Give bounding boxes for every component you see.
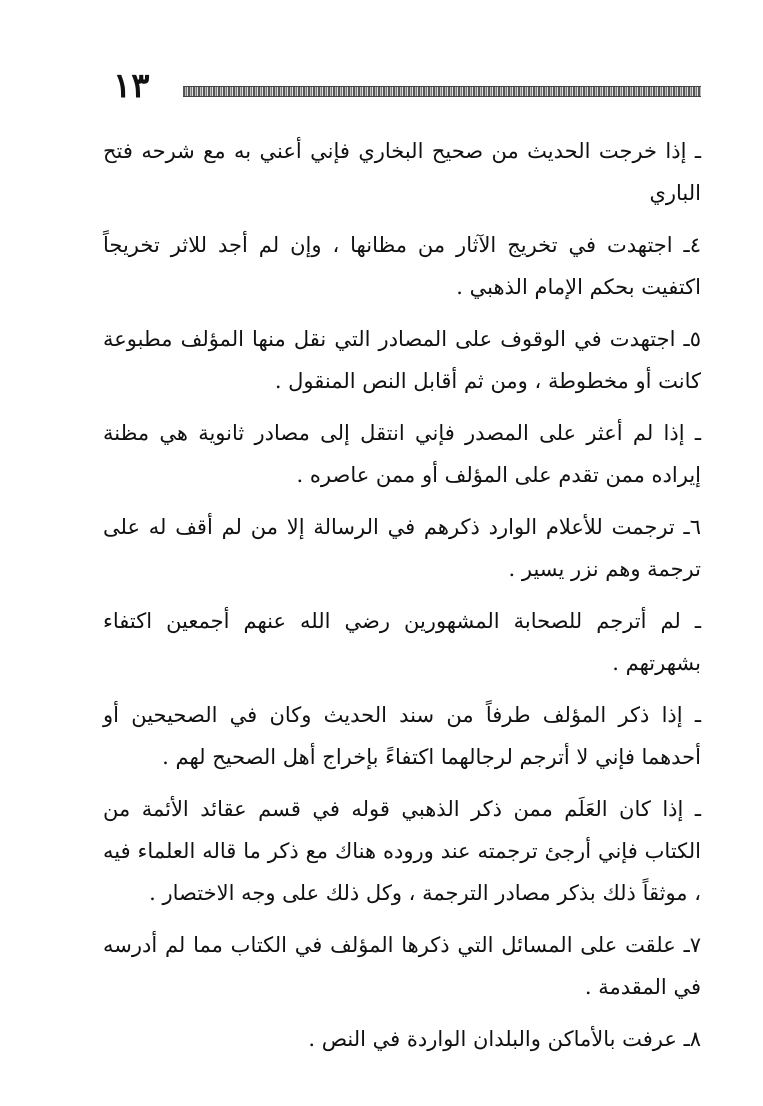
page-body (103, 130, 701, 1068)
paragraph-secondary-sources: ـ إذا لم أعثر على المصدر فإني انتقل إلى مصادر ثانوية هي مظنة إيراده ممن تقدم على المؤلف أو ممن عاصره . (103, 421, 701, 487)
header-rule (183, 86, 701, 97)
paragraph-bukhari-note: ـ إذا خرجت الحديث من صحيح البخاري فإني أعني به مع شرحه فتح الباري (103, 139, 701, 205)
paragraph-item-6: ٦ـ ترجمت للأعلام الوارد ذكرهم في الرسالة إلا من لم أقف له على ترجمة وهم نزر يسير . (103, 515, 701, 581)
paragraph-companions: ـ لم أترجم للصحابة المشهورين رضي الله عنهم أجمعين اكتفاء بشهرتهم . (103, 609, 701, 675)
paragraph-item-4: ٤ـ اجتهدت في تخريج الآثار من مظانها ، وإن لم أجد للاثر تخريجاً اكتفيت بحكم الإمام الذهبي . (103, 233, 701, 299)
paragraph-sahihayn: ـ إذا ذكر المؤلف طرفاً من سند الحديث وكان في الصحيحين أو أحدهما فإني لا أترجم لرجالهما اكتفاءً بإخراج أهل الصحيح لهم . (103, 703, 701, 769)
paragraph-aqaid-section: ـ إذا كان العَلَم ممن ذكر الذهبي قوله في قسم عقائد الأئمة من الكتاب فإني أرجئ ترجمته عند وروده هناك مع ذكر ما قاله العلماء فيه ، موثقاً ذلك بذكر مصادر الترجمة ، وكل ذلك على وجه الاختصار . (103, 797, 701, 905)
paragraph-item-7: ٧ـ علقت على المسائل التي ذكرها المؤلف في الكتاب مما لم أدرسه في المقدمة . (103, 933, 701, 999)
page-number: ١٣ (113, 66, 150, 106)
paragraph-item-5: ٥ـ اجتهدت في الوقوف على المصادر التي نقل منها المؤلف مطبوعة كانت أو مخطوطة ، ومن ثم أقابل النص المنقول . (103, 327, 701, 393)
paragraph-item-8: ٨ـ عرفت بالأماكن والبلدان الواردة في النص . (308, 1027, 701, 1051)
